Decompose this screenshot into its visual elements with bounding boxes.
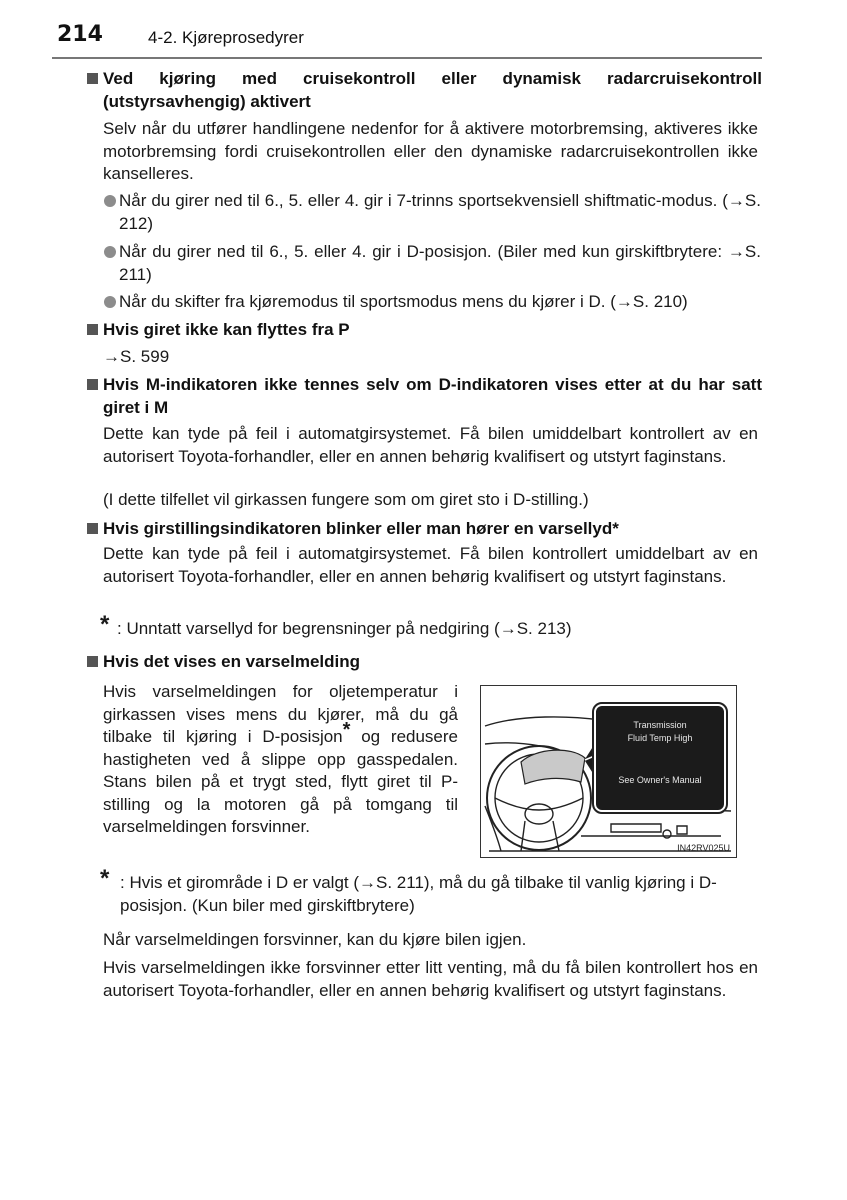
section-heading-m-indicator: Hvis M-indikatoren ikke tennes selv om D-indikatoren vises etter at du har satt giret i M [87, 374, 762, 419]
bullet-item: Når du girer ned til 6., 5. eller 4. gir i D-posisjon. (Biler med kun girskiftbrytere: →S. 211) [103, 241, 761, 286]
square-bullet-icon [87, 656, 98, 667]
section-body-m-indicator-note: (I dette tilfellet vil girkassen fungere som om giret sto i D-stilling.) [103, 490, 589, 509]
figure-code: IN42RV025U [677, 843, 730, 853]
page-reference: →S. 599 [103, 347, 170, 366]
section-heading-indicator-blinks: Hvis girstillingsindikatoren blinker eller man hører en varsellyd* [87, 518, 762, 541]
warning-display-callout [594, 704, 726, 812]
display-line-3: See Owner's Manual [618, 775, 702, 785]
section-heading-warning-message: Hvis det vises en varselmelding [87, 651, 762, 674]
round-bullet-icon [104, 246, 116, 258]
square-bullet-icon [87, 379, 98, 390]
section-heading-cruise-control: Ved kjøring med cruisekontroll eller dynamisk radarcruisekontroll (utstyrsavhengig) aktivert [87, 68, 762, 113]
section-body-message-gone: Når varselmeldingen forsvinner, kan du kjøre bilen igjen. [103, 930, 527, 949]
footnote: * : Hvis et girområde i D er valgt (→S. 211), må du gå tilbake til vanlig kjøring i D-posisjon. (Kun biler med girskiftbrytere) [100, 865, 717, 915]
square-bullet-icon [87, 324, 98, 335]
section-heading-cannot-shift-from-p: Hvis giret ikke kan flyttes fra P [87, 319, 762, 342]
footnote: * : Unntatt varsellyd for begrensninger på nedgiring (→S. 213) [100, 611, 572, 638]
square-bullet-icon [87, 523, 98, 534]
page-header [0, 0, 847, 60]
bullet-item: Når du girer ned til 6., 5. eller 4. gir i 7-trinns sportsekvensiell shiftmatic-modus. (→S. 212) [103, 190, 761, 235]
square-bullet-icon [87, 73, 98, 84]
page-number: 214 [57, 22, 103, 47]
round-bullet-icon [104, 296, 116, 308]
chapter-title: 4-2. Kjøreprosedyrer [148, 28, 304, 47]
round-bullet-icon [104, 195, 116, 207]
section-body-message-persists: Hvis varselmeldingen ikke forsvinner etter litt venting, må du få bilen kontrollert hos en autorisert Toyota-forhandler, eller en annen behørig kvalifisert og utstyrt faginstans. [103, 958, 758, 1000]
bullet-item: Når du skifter fra kjøremodus til sportsmodus mens du kjører i D. (→S. 210) [103, 291, 761, 314]
section-body-indicator-blinks: Dette kan tyde på feil i automatgirsystemet. Få bilen kontrollert umiddelbart av en autorisert Toyota-forhandler, eller en annen behørig kvalifisert og utstyrt faginstans. [103, 544, 758, 586]
header-divider [52, 57, 762, 59]
section-body-m-indicator: Dette kan tyde på feil i automatgirsystemet. Få bilen umiddelbart kontrollert av en autorisert Toyota-forhandler, eller en annen behørig kvalifisert og utstyrt faginstans. [103, 424, 758, 466]
display-line-2: Fluid Temp High [627, 733, 693, 743]
display-line-1: Transmission [633, 720, 687, 730]
section-body-cruise-control: Selv når du utfører handlingene nedenfor for å aktivere motorbremsing, aktiveres ikke motorbremsing fordi cruisekontrollen eller den dynamiske radarcruisekontrollen ikke kanselleres. [103, 119, 758, 183]
section-body-warning-message: Hvis varselmeldingen for oljetemperatur i girkassen vises mens du kjører, må du gå tilbake til kjøring i D-posisjon* og redusere hastigheten ved å slippe opp gasspedalen. Stans bilen på et trygt sted, flytt giret til P-stilling og la motoren gå på tomgang til varselmeldingen forsvinner. [103, 682, 459, 836]
warning-message-illustration [480, 685, 737, 858]
